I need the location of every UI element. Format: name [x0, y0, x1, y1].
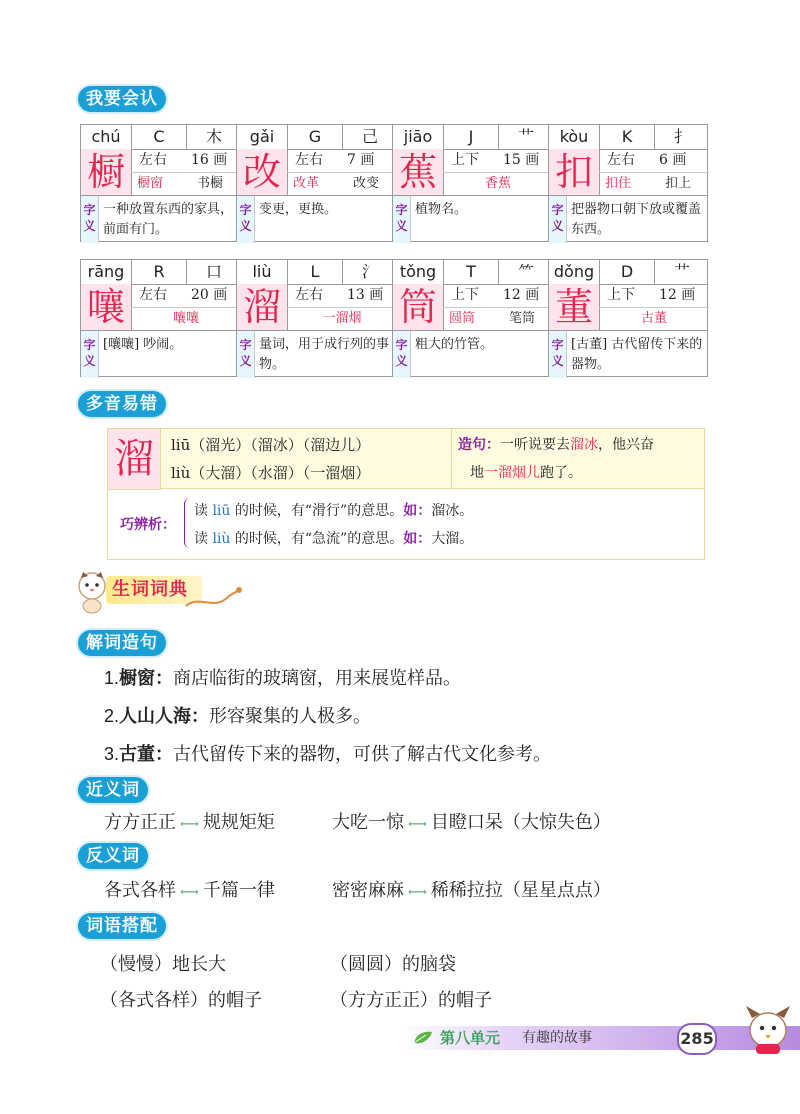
tag-yi: 义 — [395, 354, 408, 368]
card-meaning: 粗大的竹管。 — [415, 337, 494, 352]
card-structure-row — [287, 149, 397, 173]
card-pinyin: kòu — [559, 127, 589, 146]
sentence-part-c: 地 — [470, 465, 484, 481]
char-card — [80, 259, 240, 377]
card-letter: K — [621, 127, 633, 146]
card-words-row — [443, 172, 553, 195]
char-card — [392, 124, 552, 242]
section-title-explain: 解词造句 — [78, 630, 166, 656]
reading-1-pinyin: liū — [171, 436, 191, 454]
explain-item — [104, 664, 461, 690]
card-header — [81, 125, 239, 150]
polyphone-readings — [161, 429, 451, 489]
double-arrow-icon: ⟷ — [404, 885, 431, 900]
card-character: 董 — [549, 284, 600, 330]
dictionary-title: 生词词典 — [112, 579, 188, 600]
card-meaning: [嚷嚷] 吵闹。 — [103, 337, 183, 352]
tip2-b: 的时候，有“急流”的意思。 — [230, 531, 404, 547]
card-radical: 己 — [361, 127, 378, 146]
tip1-pinyin: liū — [212, 503, 231, 519]
reading-1-words: （溜光）（溜冰）（溜边儿） — [190, 436, 371, 454]
card-meaning: 植物名。 — [415, 202, 468, 217]
collocation-1: （慢慢）地长大 — [100, 954, 226, 975]
card-words-row — [443, 307, 553, 330]
card-header — [237, 125, 395, 150]
card-radical: 扌 — [673, 127, 690, 146]
card-radical: 木 — [205, 127, 222, 146]
reading-2-pinyin: liù — [171, 464, 191, 482]
card-structure-row — [443, 149, 553, 173]
card-structure: 上下 — [451, 287, 479, 303]
tag-zi: 字 — [551, 203, 564, 217]
explain-item — [104, 740, 551, 766]
page-number-badge — [677, 1023, 717, 1055]
section-title-synonyms: 近义词 — [78, 777, 148, 803]
ribbon-decoration-icon — [184, 584, 244, 614]
tip-brace — [184, 498, 191, 548]
tag-yi: 义 — [395, 219, 408, 233]
sentence-label: 造句： — [458, 437, 500, 453]
card-strokes: 6 画 — [659, 152, 687, 168]
explain-number: 1. — [104, 668, 120, 688]
card-meaning: 一种放置东西的家具，前面有门。 — [103, 202, 234, 237]
card-radical: 氵 — [361, 262, 378, 281]
meaning-tag — [393, 196, 411, 243]
card-structure-row — [287, 284, 397, 308]
tag-yi: 义 — [551, 354, 564, 368]
synonym-2-b: 目瞪口呆（大惊失色） — [430, 812, 611, 833]
synonym-1-a: 方方正正 — [104, 812, 176, 833]
synonym-pair-2 — [332, 808, 611, 834]
card-letter: G — [308, 127, 322, 146]
card-structure-row — [131, 284, 241, 308]
antonym-1-b: 千篇一律 — [202, 880, 275, 901]
sentence-highlight-2: 一溜烟儿 — [484, 465, 540, 481]
card-pinyin: chú — [91, 127, 121, 146]
tag-zi: 字 — [239, 203, 252, 217]
tag-zi: 字 — [551, 338, 564, 352]
explain-term: 古董： — [119, 744, 174, 765]
card-pinyin: jiāo — [403, 127, 433, 146]
card-strokes: 12 画 — [659, 287, 696, 303]
card-meaning: [古董] 古代留传下来的器物。 — [571, 337, 703, 372]
card-letter: C — [153, 127, 165, 146]
tip1-example: 溜冰。 — [431, 503, 474, 519]
card-structure-row — [599, 284, 709, 308]
card-strokes: 16 画 — [191, 152, 228, 168]
section-title-polyphone: 多音易错 — [78, 391, 166, 417]
footer-title: 有趣的故事 — [522, 1030, 592, 1046]
double-arrow-icon: ⟷ — [404, 817, 431, 832]
char-card — [80, 124, 240, 242]
char-card — [236, 124, 396, 242]
card-words-row — [287, 172, 397, 195]
card-meaning: 变更，更换。 — [259, 202, 338, 217]
card-pinyin: gǎi — [249, 127, 275, 146]
tag-zi: 字 — [83, 338, 96, 352]
meaning-tag — [81, 331, 99, 378]
tip2-a: 读 — [194, 531, 213, 547]
antonym-2-a: 密密麻麻 — [332, 880, 404, 901]
tag-zi: 字 — [239, 338, 252, 352]
card-word-1: 改革 — [293, 176, 320, 191]
antonym-pair-1 — [104, 876, 275, 902]
card-character: 溜 — [237, 284, 288, 330]
card-word-1: 嚷嚷 — [172, 311, 199, 326]
card-radical: ⺮ — [517, 262, 534, 281]
polyphone-char-cell — [108, 429, 161, 490]
tip2-example: 大溜。 — [431, 531, 474, 547]
tip1-ru: 如： — [403, 503, 432, 519]
card-header — [549, 260, 707, 285]
tag-yi: 义 — [83, 219, 96, 233]
tag-yi: 义 — [239, 219, 252, 233]
explain-number: 3. — [104, 744, 120, 764]
char-card — [236, 259, 396, 377]
card-letter: J — [468, 127, 474, 146]
card-meaning-row — [81, 195, 239, 244]
card-structure-row — [131, 149, 241, 173]
tag-zi: 字 — [83, 203, 96, 217]
tag-yi: 义 — [83, 354, 96, 368]
sentence-part-a: 一听说要去 — [500, 437, 570, 453]
sentence-highlight-1: 溜冰 — [570, 437, 598, 453]
dictionary-banner — [74, 570, 234, 614]
card-meaning-row — [393, 330, 551, 379]
tip-label: 巧辨析： — [120, 517, 176, 533]
synonym-1-b: 规规矩矩 — [202, 812, 275, 833]
card-meaning: 量词，用于成行列的事物。 — [259, 337, 390, 372]
sentence-part-b: ，他兴奋 — [598, 437, 654, 453]
card-word-1: 橱窗 — [137, 176, 164, 191]
antonym-1-a: 各式各样 — [104, 880, 176, 901]
footer-unit: 第八单元 — [440, 1029, 501, 1047]
card-structure-row — [599, 149, 709, 173]
card-meaning-row — [549, 330, 707, 379]
card-header — [549, 125, 707, 150]
meaning-tag — [237, 331, 255, 378]
card-meaning-row — [393, 195, 551, 244]
card-character: 筒 — [393, 284, 444, 330]
meaning-tag — [237, 196, 255, 243]
card-structure: 左右 — [607, 152, 635, 168]
card-pinyin: tǒng — [399, 262, 437, 281]
card-structure-row — [443, 284, 553, 308]
leaf-icon — [412, 1029, 434, 1047]
card-letter: L — [310, 262, 320, 281]
char-card — [548, 124, 708, 242]
collocation-3: （各式各样）的帽子 — [100, 990, 262, 1011]
tip2-pinyin: liù — [212, 531, 231, 547]
section-title-collocation: 词语搭配 — [78, 913, 166, 939]
bird-mascot-icon — [738, 1000, 798, 1058]
section-title-antonyms: 反义词 — [78, 843, 148, 869]
reading-2-words: （大溜）（水溜）（一溜烟） — [190, 464, 371, 482]
card-character: 改 — [237, 149, 288, 195]
meaning-tag — [549, 196, 567, 243]
explain-number: 2. — [104, 706, 120, 726]
card-meaning-row — [237, 195, 395, 244]
explain-term: 人山人海： — [119, 706, 210, 727]
tip-line-1 — [194, 500, 473, 520]
card-character: 扣 — [549, 149, 600, 195]
card-structure: 左右 — [139, 152, 167, 168]
tag-zi: 字 — [395, 338, 408, 352]
double-arrow-icon: ⟷ — [176, 885, 203, 900]
tag-yi: 义 — [239, 354, 252, 368]
card-word-2: 笔筒 — [509, 311, 536, 326]
synonym-2-a: 大吃一惊 — [332, 812, 404, 833]
card-header — [81, 260, 239, 285]
tip2-ru: 如： — [403, 531, 432, 547]
card-word-1: 圆筒 — [449, 311, 476, 326]
explain-term: 橱窗： — [119, 668, 174, 689]
card-structure: 左右 — [295, 287, 323, 303]
card-words-row — [131, 307, 241, 330]
card-words-row — [287, 307, 397, 330]
antonym-2-b: 稀稀拉拉（星星点点） — [430, 880, 611, 901]
char-card — [548, 259, 708, 377]
card-letter: T — [466, 262, 476, 281]
collocation-2: （圆圆）的脑袋 — [330, 954, 456, 975]
example-sentence — [451, 429, 704, 489]
tip-area — [108, 490, 704, 559]
card-strokes: 13 画 — [347, 287, 384, 303]
page-number: 285 — [680, 1029, 714, 1048]
tip-line-2 — [194, 528, 473, 548]
card-header — [237, 260, 395, 285]
card-character: 嚷 — [81, 284, 132, 330]
card-header — [393, 125, 551, 150]
card-radical: 艹 — [673, 262, 690, 281]
card-structure: 上下 — [607, 287, 635, 303]
polyphone-box — [107, 428, 705, 560]
tag-zi: 字 — [395, 203, 408, 217]
card-meaning-row — [549, 195, 707, 244]
double-arrow-icon: ⟷ — [176, 817, 203, 832]
synonym-pair-1 — [104, 808, 275, 834]
card-header — [393, 260, 551, 285]
card-words-row — [599, 307, 709, 330]
tag-yi: 义 — [551, 219, 564, 233]
card-word-1: 香蕉 — [484, 176, 511, 191]
card-character: 蕉 — [393, 149, 444, 195]
card-structure: 上下 — [451, 152, 479, 168]
card-letter: D — [620, 262, 634, 281]
card-word-1: 一溜烟 — [322, 311, 362, 326]
card-meaning-row — [237, 330, 395, 379]
card-word-2: 改变 — [353, 176, 380, 191]
explain-definition: 商店临街的玻璃窗，用来展览样品。 — [173, 668, 462, 689]
card-strokes: 12 画 — [503, 287, 540, 303]
explain-definition: 形容聚集的人极多。 — [209, 706, 372, 727]
card-pinyin: rāng — [87, 262, 125, 281]
card-strokes: 7 画 — [347, 152, 375, 168]
card-word-1: 扣住 — [605, 176, 632, 191]
card-meaning: 把器物口朝下放或覆盖东西。 — [571, 202, 702, 237]
meaning-tag — [393, 331, 411, 378]
card-word-2: 书橱 — [197, 176, 224, 191]
explain-item — [104, 702, 371, 728]
card-strokes: 15 画 — [503, 152, 540, 168]
polyphone-char: 溜 — [114, 436, 154, 482]
section-title-recognize: 我要会认 — [78, 86, 166, 112]
card-letter: R — [153, 262, 165, 281]
meaning-tag — [549, 331, 567, 378]
card-structure: 左右 — [139, 287, 167, 303]
tip1-b: 的时候，有“滑行”的意思。 — [230, 503, 404, 519]
char-card — [392, 259, 552, 377]
tip1-a: 读 — [194, 503, 213, 519]
meaning-tag — [81, 196, 99, 243]
card-word-2: 扣上 — [665, 176, 692, 191]
card-meaning-row — [81, 330, 239, 379]
card-word-1: 古董 — [640, 311, 667, 326]
antonym-pair-2 — [332, 876, 611, 902]
card-pinyin: dǒng — [553, 262, 595, 281]
card-strokes: 20 画 — [191, 287, 228, 303]
card-words-row — [599, 172, 709, 195]
explain-definition: 古代留传下来的器物，可供了解古代文化参考。 — [173, 744, 552, 765]
card-character: 橱 — [81, 149, 132, 195]
card-structure: 左右 — [295, 152, 323, 168]
sentence-part-d: 跑了。 — [540, 465, 582, 481]
card-words-row — [131, 172, 241, 195]
card-radical: 口 — [205, 262, 222, 281]
card-radical: 艹 — [517, 127, 534, 146]
collocation-4: （方方正正）的帽子 — [330, 990, 492, 1011]
card-pinyin: liù — [252, 262, 272, 281]
